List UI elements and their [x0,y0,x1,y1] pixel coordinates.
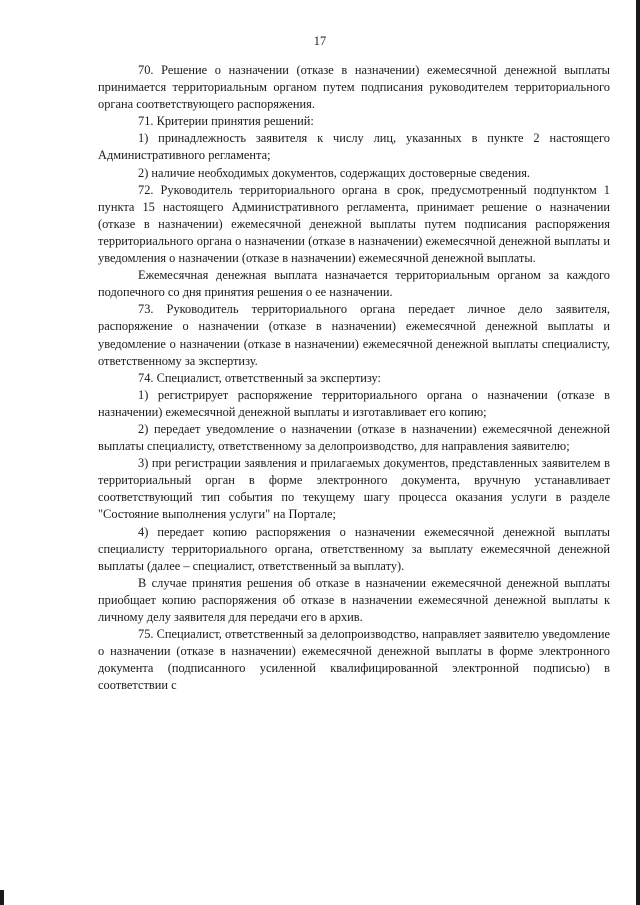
paragraph-70: 70. Решение о назначении (отказе в назначении) ежемесячной денежной выплаты принимается территориальным органом путем подписания руководителем территориального органа соответствующего распоряжения. [98,63,610,112]
paragraph-71: 71. Критерии принятия решений: [138,114,314,129]
paragraph-71-item-1: 1) принадлежность заявителя к числу лиц, указанных в пункте 2 настоящего Административного регламента; [98,131,610,163]
document-body [98,62,610,694]
paragraph-72: 72. Руководитель территориального органа в срок, предусмотренный подпунктом 1 пункта 15 настоящего Административного регламента, принимает решение о назначении (отказе в назначении) ежемесячной денежной выплаты путем подписания распоряжения территориального органа о назначении (отказе в назначении) ежемесячной денежной выплаты и уведомления о назначении (отказе в назначении) ежемесячной денежной выплаты. [98,182,610,266]
page-number: 17 [313,34,327,48]
paragraph-74-item-2: 2) передает уведомление о назначении (отказе в назначении) ежемесячной денежной выплаты специалисту, ответственному за делопроизводство, для направления заявителю; [98,421,610,454]
paragraph-74: 74. Специалист, ответственный за экспертизу: [138,370,381,385]
paragraph-71-item-2: 2) наличие необходимых документов, содержащих достоверные сведения. [138,165,531,180]
scan-corner-mark [0,890,4,905]
paragraph-72-continuation: Ежемесячная денежная выплата назначается территориальным органом за каждого подопечного со дня принятия решения о ее назначении. [98,268,610,300]
scan-edge-shadow [636,0,640,905]
paragraph-73: 73. Руководитель территориального органа передает личное дело заявителя, распоряжение о назначении (отказе в назначении) ежемесячной денежной выплаты и уведомление о назначении (отказе в назначении) ежемесячной денежной выплаты специалисту, ответственному за экспертизу. [98,302,610,368]
paragraph-74-item-3: 3) при регистрации заявления и прилагаемых документов, представленных заявителем в территориальный орган в форме электронного документа, вручную устанавливает соответствующий тип события по текущему шагу процесса оказания услуги в разделе "Состояние выполнения услуги" на Портале; [98,456,610,522]
paragraph-74-item-4: 4) передает копию распоряжения о назначении ежемесячной денежной выплаты специалисту территориального органа, ответственному за выплату ежемесячной денежной выплаты (далее – специалист, ответственный за выплату). [98,524,610,573]
paragraph-74-refusal-case: В случае принятия решения об отказе в назначении ежемесячной денежной выплаты приобщает копию распоряжения об отказе в назначении ежемесячной денежной выплаты к личному делу заявителя для передачи его в архив. [98,575,610,624]
paragraph-74-item-1: 1) регистрирует распоряжение территориального органа о назначении (отказе в назначении) ежемесячной денежной выплаты и изготавливает его копию; [98,387,610,419]
paragraph-75: 75. Специалист, ответственный за делопроизводство, направляет заявителю уведомление о назначении (отказе в назначении) ежемесячной денежной выплаты в форме электронного документа (подписанного усиленной квалифицированной электронной подписью) в соответствии с [98,627,610,693]
